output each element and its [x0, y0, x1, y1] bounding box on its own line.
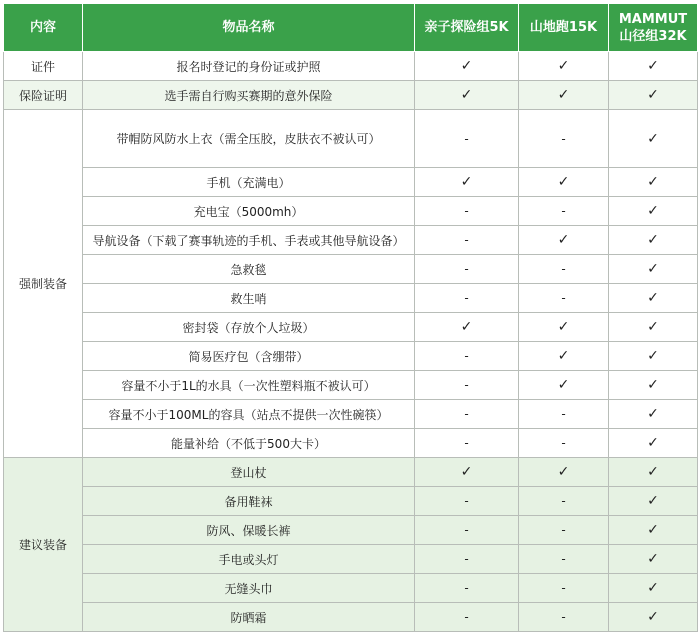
- mark-family-5k: -: [415, 574, 519, 603]
- mark-mountain-15k: -: [519, 197, 609, 226]
- mark-mammut-32k: ✓: [609, 574, 698, 603]
- mark-mountain-15k: ✓: [519, 371, 609, 400]
- mark-family-5k: -: [415, 516, 519, 545]
- mark-mountain-15k: -: [519, 400, 609, 429]
- mark-mammut-32k: ✓: [609, 284, 698, 313]
- mark-family-5k: -: [415, 284, 519, 313]
- table-header: [4, 4, 698, 52]
- table-row: [4, 52, 698, 81]
- mark-family-5k: -: [415, 545, 519, 574]
- item-cell: 容量不小于1L的水具（一次性塑料瓶不被认可）: [83, 371, 415, 400]
- mark-mountain-15k: -: [519, 574, 609, 603]
- category-cell: 证件: [4, 52, 83, 81]
- mark-mountain-15k: ✓: [519, 81, 609, 110]
- table-row: [4, 545, 698, 574]
- item-cell: 登山杖: [83, 458, 415, 487]
- item-cell: 充电宝（5000mh）: [83, 197, 415, 226]
- header-mammut-32k: [609, 4, 698, 52]
- table-row: [4, 400, 698, 429]
- mark-mammut-32k: ✓: [609, 226, 698, 255]
- mark-mammut-32k: ✓: [609, 197, 698, 226]
- table-row: [4, 168, 698, 197]
- mark-mammut-32k: ✓: [609, 429, 698, 458]
- header-family-5k: 亲子探险组5K: [415, 4, 519, 52]
- mark-mammut-32k: ✓: [609, 458, 698, 487]
- mark-mountain-15k: ✓: [519, 168, 609, 197]
- table-row: [4, 429, 698, 458]
- item-cell: 密封袋（存放个人垃圾）: [83, 313, 415, 342]
- table-row: [4, 313, 698, 342]
- table-row: [4, 110, 698, 168]
- mark-mountain-15k: -: [519, 603, 609, 632]
- item-cell: 急救毯: [83, 255, 415, 284]
- item-cell: 简易医疗包（含绷带）: [83, 342, 415, 371]
- mark-mountain-15k: -: [519, 255, 609, 284]
- mark-family-5k: -: [415, 197, 519, 226]
- mark-mammut-32k: ✓: [609, 81, 698, 110]
- mark-family-5k: -: [415, 226, 519, 255]
- mark-family-5k: ✓: [415, 81, 519, 110]
- item-cell: 容量不小于100ML的容具（站点不提供一次性碗筷）: [83, 400, 415, 429]
- mark-family-5k: ✓: [415, 168, 519, 197]
- item-cell: 防风、保暖长裤: [83, 516, 415, 545]
- category-cell: 建议装备: [4, 458, 83, 632]
- item-cell: 手机（充满电）: [83, 168, 415, 197]
- mark-mountain-15k: -: [519, 429, 609, 458]
- mark-family-5k: -: [415, 371, 519, 400]
- mark-family-5k: -: [415, 487, 519, 516]
- mark-mountain-15k: -: [519, 516, 609, 545]
- mark-family-5k: -: [415, 603, 519, 632]
- header-mammut-line2: 山径组32K: [619, 28, 687, 44]
- table-row: [4, 255, 698, 284]
- header-item-name: 物品名称: [83, 4, 415, 52]
- mark-mountain-15k: -: [519, 545, 609, 574]
- mark-mammut-32k: ✓: [609, 371, 698, 400]
- mark-mountain-15k: -: [519, 487, 609, 516]
- item-cell: 带帽防风防水上衣（需全压胶，皮肤衣不被认可）: [83, 110, 415, 168]
- table-row: [4, 574, 698, 603]
- mark-mammut-32k: ✓: [609, 400, 698, 429]
- item-cell: 导航设备（下载了赛事轨迹的手机、手表或其他导航设备）: [83, 226, 415, 255]
- mark-family-5k: ✓: [415, 313, 519, 342]
- item-cell: 报名时登记的身份证或护照: [83, 52, 415, 81]
- item-cell: 手电或头灯: [83, 545, 415, 574]
- mark-mountain-15k: ✓: [519, 313, 609, 342]
- mark-mammut-32k: ✓: [609, 603, 698, 632]
- mark-mammut-32k: ✓: [609, 110, 698, 168]
- category-cell: 强制装备: [4, 110, 83, 458]
- mark-mammut-32k: ✓: [609, 255, 698, 284]
- mark-mammut-32k: ✓: [609, 52, 698, 81]
- header-row: [4, 4, 698, 52]
- table-row: [4, 371, 698, 400]
- mark-mountain-15k: ✓: [519, 226, 609, 255]
- table-row: [4, 603, 698, 632]
- mark-family-5k: -: [415, 429, 519, 458]
- header-category: 内容: [4, 4, 83, 52]
- mark-mammut-32k: ✓: [609, 487, 698, 516]
- table-row: [4, 197, 698, 226]
- mark-family-5k: -: [415, 400, 519, 429]
- item-cell: 备用鞋袜: [83, 487, 415, 516]
- mark-mammut-32k: ✓: [609, 313, 698, 342]
- header-mountain-15k: 山地跑15K: [519, 4, 609, 52]
- table-row: [4, 342, 698, 371]
- mark-mountain-15k: ✓: [519, 342, 609, 371]
- item-cell: 无缝头巾: [83, 574, 415, 603]
- category-cell: 保险证明: [4, 81, 83, 110]
- item-cell: 救生哨: [83, 284, 415, 313]
- mark-mammut-32k: ✓: [609, 545, 698, 574]
- table-row: [4, 516, 698, 545]
- mark-family-5k: -: [415, 110, 519, 168]
- table-row: [4, 487, 698, 516]
- table-row: [4, 226, 698, 255]
- mark-family-5k: ✓: [415, 52, 519, 81]
- item-cell: 能量补给（不低于500大卡）: [83, 429, 415, 458]
- mark-mammut-32k: ✓: [609, 516, 698, 545]
- table-body: [4, 52, 698, 632]
- mark-mountain-15k: ✓: [519, 52, 609, 81]
- item-cell: 选手需自行购买赛期的意外保险: [83, 81, 415, 110]
- mark-mammut-32k: ✓: [609, 168, 698, 197]
- mark-family-5k: -: [415, 342, 519, 371]
- mark-mountain-15k: -: [519, 284, 609, 313]
- mark-mountain-15k: -: [519, 110, 609, 168]
- header-mammut-line1: MAMMUT: [618, 11, 688, 27]
- mark-mammut-32k: ✓: [609, 342, 698, 371]
- table-row: [4, 284, 698, 313]
- table-row: [4, 81, 698, 110]
- mark-mountain-15k: ✓: [519, 458, 609, 487]
- table-row: [4, 458, 698, 487]
- mark-family-5k: ✓: [415, 458, 519, 487]
- item-cell: 防晒霜: [83, 603, 415, 632]
- equipment-table: [3, 3, 698, 632]
- mark-family-5k: -: [415, 255, 519, 284]
